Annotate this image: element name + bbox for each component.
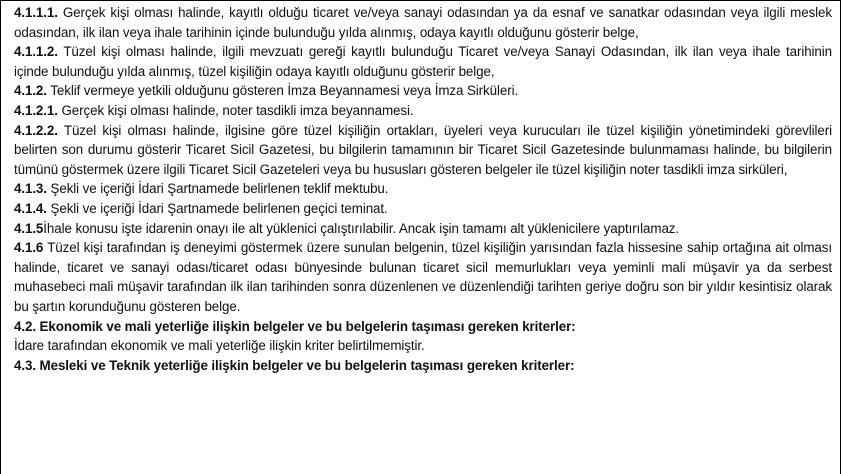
paragraph-4-1-2 [14,81,832,101]
paragraph-4-1-5 [14,219,832,239]
clause-text: Tüzel kişi tarafından iş deneyimi göstermek üzere sunulan belgenin, tüzel kişiliğin yarısından fazla hissesine sahip ortağına ait olması halinde, ticaret ve sanayi odası/ticaret odası bünyesinde bulunan ticaret sicil memurlukları veya yeminli mali müşavir ya da serbest muhasebeci mali müşavir tarafından ilk ilan tarihinden sonra düzenlenen ve düzenlendiği tarihten geriye doğru son bir yıldır kesintisiz olarak bu şartın korunduğunu gösteren belge. [14,240,832,314]
paragraph-4-1-6 [14,238,832,316]
paragraph-4-1-2-1 [14,101,832,121]
clause-number: 4.1.6 [14,240,44,256]
heading-4-3-partial: 4.3. Mesleki ve Teknik yeterliğe ilişkin belgeler ve bu belgelerin taşıması gereken kriterler: [14,357,575,373]
page-crop-edge [1,466,841,474]
clause-text: Tüzel kişi olması halinde, ilgisine göre tüzel kişiliğin ortakları, üyeleri veya kurucuları ile tüzel kişiliğin yönetimindeki görevlileri belirten son durumu gösterir Ticaret Sicil Gazetesi, bu bilgilerin tamamının bir Ticaret Sicil Gazetesinde bulunmaması halinde, bu bilgilerin tümünü göstermek üzere ilgili Ticaret Sicil Gazeteleri veya bu hususları gösteren belgeler ile tüzel kişiliğin noter tasdikli imza sirküleri, [14,122,832,177]
clause-text: İhale konusu işte idarenin onayı ile alt yüklenici çalıştırılabilir. Ancak işin tamamı alt yüklenicilere yaptırılamaz. [43,220,680,236]
clause-number: 4.1.3. [14,181,47,197]
clause-number: 4.1.4. [14,200,47,216]
clause-number: 4.1.1.2. [14,44,58,60]
paragraph-4-1-4 [14,199,832,219]
clause-number: 4.1.1.1. [14,5,58,20]
clause-number: 4.1.2.2. [14,122,58,138]
clause-number: 4.1.2.1. [14,102,58,118]
clause-number: 4.1.2. [14,83,47,99]
clause-text: Şekli ve içeriği İdari Şartnamede belirlenen geçici teminat. [46,200,388,216]
paragraph-4-2-text: İdare tarafından ekonomik ve mali yeterliğe ilişkin kriter belirtilmemiştir. [14,338,425,354]
clause-text: Teklif vermeye yetkili olduğunu gösteren İmza Beyannamesi veya İmza Sirküleri. [46,83,519,99]
clause-text: Tüzel kişi olması halinde, ilgili mevzuatı gereği kayıtlı bulunduğu Ticaret ve/veya Sanayi Odasından, ilk ilan veya ihale tarihinin içinde bulunduğu yılda alınmış, tüzel kişiliğin odaya kayıtlı olduğunu gösterir belge, [14,44,832,79]
clause-text: Gerçek kişi olması halinde, kayıtlı olduğu ticaret ve/veya sanayi odasından ya da esnaf ve sanatkar odasından veya ilgili meslek odasından, ilk ilan veya ihale tarihinin içinde bulunduğu yılda alınmış, odaya kayıtlı olduğunu gösterir belge, [14,5,832,40]
paragraph-4-1-3 [14,179,832,199]
paragraph-4-1-2-2 [14,121,832,180]
paragraph-4-1-1-1 [14,3,832,42]
paragraph-4-1-1-2 [14,42,832,81]
clause-text: Şekli ve içeriği İdari Şartnamede belirlenen teklif mektubu. [46,181,389,197]
heading-4-2: 4.2. Ekonomik ve mali yeterliğe ilişkin belgeler ve bu belgelerin taşıması gereken kriterler: [14,318,576,334]
clause-text: Gerçek kişi olması halinde, noter tasdikli imza beyannamesi. [57,102,414,118]
clause-number: 4.1.5 [14,220,44,236]
document-body [14,3,832,375]
